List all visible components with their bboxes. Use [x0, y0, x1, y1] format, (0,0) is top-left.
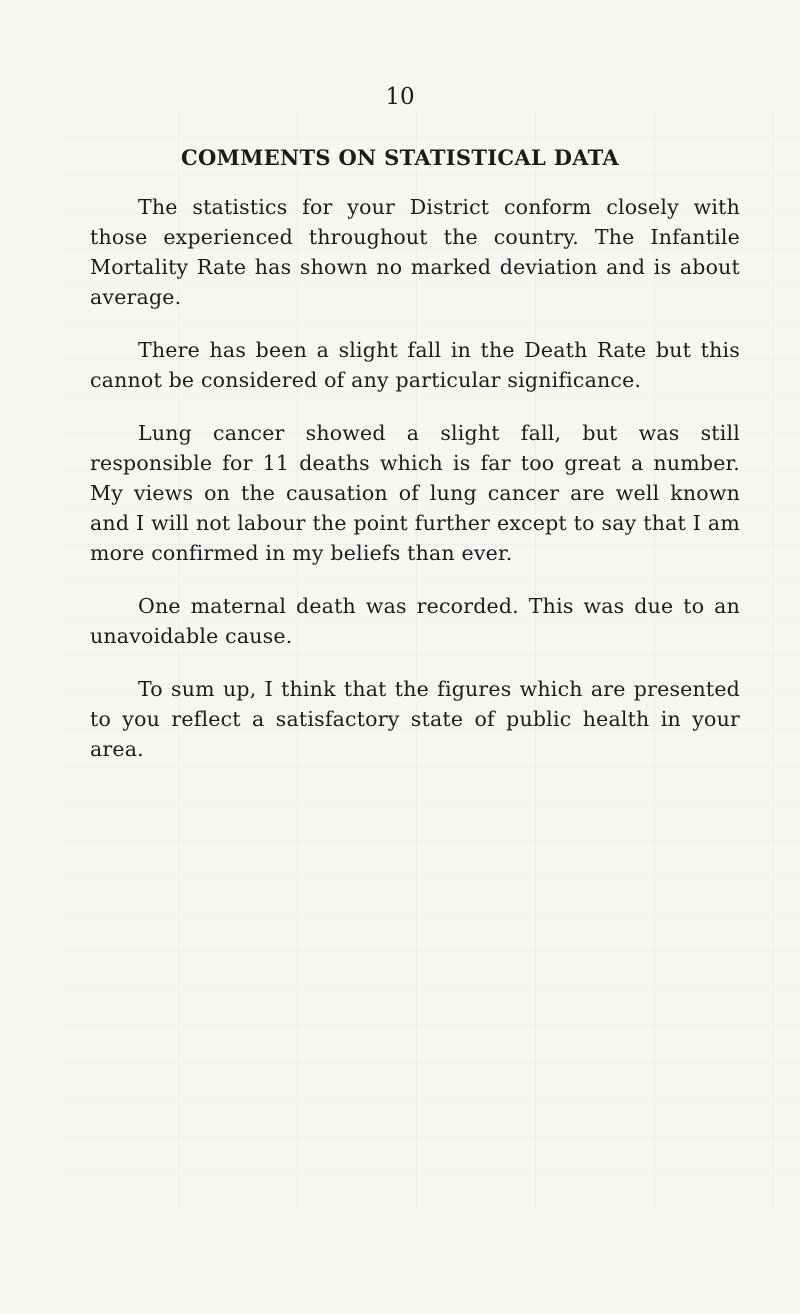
document-body [90, 192, 740, 787]
paragraph-maternal-death: One maternal death was recorded. This was due to an unavoidable cause. [90, 594, 740, 648]
paragraph-death-rate: There has been a slight fall in the Death Rate but this cannot be considered of any particular significance. [90, 338, 740, 392]
paragraph-summary: To sum up, I think that the figures which are presented to you reflect a satisfactory state of public health in your area. [90, 677, 740, 761]
paragraph-lung-cancer: Lung cancer showed a slight fall, but was still responsible for 11 deaths which is far too great a number. My views on the causation of lung cancer are well known and I will not labour the point further except to say that I am more confirmed in my beliefs than ever. [90, 421, 740, 565]
page-title: COMMENTS ON STATISTICAL DATA [180, 145, 620, 170]
page-number: 10 [385, 84, 415, 110]
paragraph-statistics-conform: The statistics for your District conform closely with those experienced throughout the country. The Infantile Mortality Rate has shown no marked deviation and is about average. [90, 195, 740, 309]
